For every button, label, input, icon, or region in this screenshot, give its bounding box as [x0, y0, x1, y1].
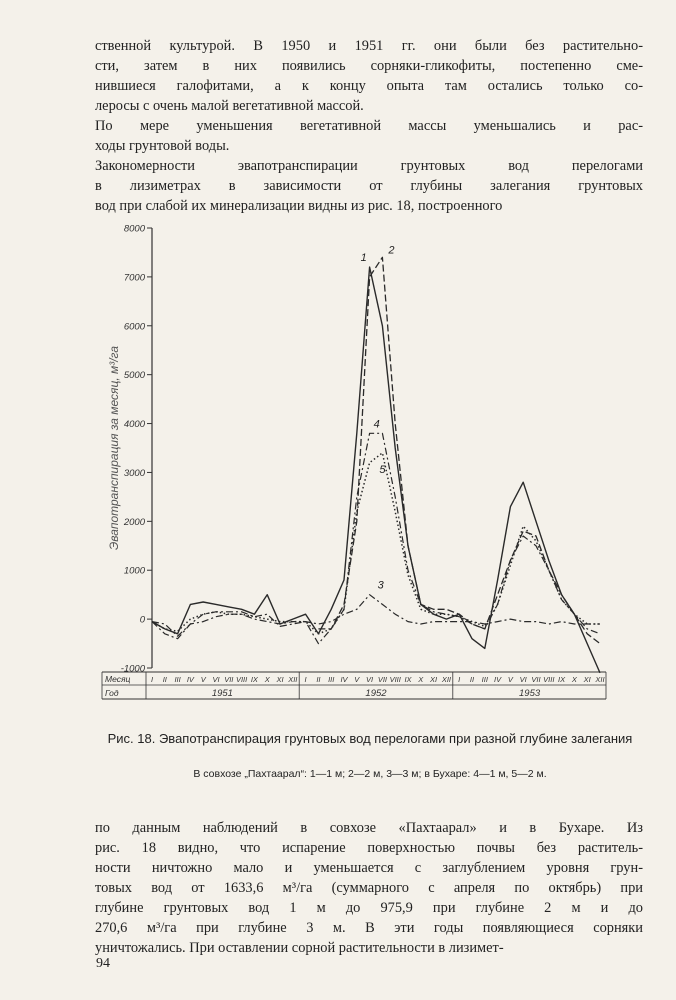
month-tick-label: V: [354, 675, 360, 684]
month-tick-label: VI: [519, 675, 527, 684]
month-tick-label: V: [200, 675, 206, 684]
month-tick-label: I: [458, 675, 461, 684]
year-label: 1952: [365, 688, 387, 699]
text-line: вод при слабой их минерализации видны из рис. 18, построенного: [95, 198, 503, 214]
month-tick-label: IV: [494, 675, 502, 684]
y-tick-label: 0: [139, 614, 145, 626]
text-line: нившиеся галофитами, а к концу опыта там остались только со-: [95, 78, 643, 94]
month-tick-label: X: [264, 675, 270, 684]
y-tick-label: -1000: [120, 663, 145, 675]
month-tick-label: XII: [288, 675, 298, 684]
month-tick-label: VI: [366, 675, 374, 684]
y-tick-label: 7000: [123, 272, 145, 284]
month-tick-label: VIII: [389, 675, 401, 684]
table-header-label: Год: [105, 688, 119, 698]
text-line: глубине грунтовых вод 1 м до 975,9 при глубине 2 м и до: [95, 900, 643, 916]
text-line: ности ничтожно мало и уменьшается с заглублением уровня грун-: [95, 860, 643, 876]
month-tick-label: II: [316, 675, 321, 684]
y-tick-label: 8000: [123, 223, 145, 235]
y-tick-label: 3000: [123, 467, 145, 479]
text-line: 270,6 м³/га при глубине 3 м. В эти годы появляющиеся сорняки: [95, 920, 643, 936]
series-line-4: [152, 433, 600, 643]
month-tick-label: XII: [595, 675, 605, 684]
month-tick-label: XII: [441, 675, 451, 684]
curve-label-4: 4: [373, 418, 380, 431]
month-tick-label: VI: [212, 675, 220, 684]
series-line-5: [152, 453, 600, 634]
figure-caption-note: В совхозе „Пахтаарал“: 1—1 м; 2—2 м, 3—3 м; в Бухаре: 4—1 м, 5—2 м.: [193, 768, 547, 780]
curve-label-2: 2: [388, 244, 395, 257]
text-line: ходы грунтовой воды.: [95, 138, 230, 154]
month-tick-label: VII: [224, 675, 234, 684]
month-tick-label: X: [571, 675, 577, 684]
month-tick-label: X: [418, 675, 424, 684]
paragraph-1: [95, 36, 643, 116]
text-line: леросы с очень малой вегетативной массой.: [95, 98, 364, 114]
month-tick-label: V: [507, 675, 513, 684]
curve-label-5: 5: [379, 463, 386, 476]
y-tick-label: 2000: [123, 516, 145, 528]
month-tick-label: IX: [558, 675, 566, 684]
text-line: рис. 18 видно, что испарение поверхностью почвы без раститель-: [95, 840, 643, 856]
paragraph-2: [95, 116, 643, 156]
series-line-1: [152, 267, 600, 673]
month-tick-label: III: [328, 675, 335, 684]
month-tick-label: I: [150, 675, 154, 684]
month-tick-label: VII: [377, 675, 387, 684]
y-tick-label: 5000: [123, 370, 145, 382]
month-tick-label: I: [304, 675, 307, 684]
page-number: 94: [96, 956, 110, 971]
month-tick-label: VIII: [543, 675, 555, 684]
year-label: 1953: [519, 688, 541, 699]
month-tick-label: III: [174, 675, 181, 684]
text-line: товых вод от 1633,6 м³/га (суммарного с апреля по октябрь) при: [95, 880, 643, 896]
y-tick-label: 4000: [123, 419, 145, 431]
curve-label-3: 3: [377, 579, 384, 592]
month-tick-label: IX: [404, 675, 412, 684]
month-tick-label: IV: [186, 675, 194, 684]
month-tick-label: VII: [531, 675, 541, 684]
text-line: ственной культурой. В 1950 и 1951 гг. они были без растительно-: [95, 38, 643, 54]
month-tick-label: IV: [340, 675, 348, 684]
text-line: по данным наблюдений в совхозе «Пахтаарал» и в Бухаре. Из: [95, 820, 643, 836]
paragraph-4: [95, 818, 643, 958]
text-line: сти, затем в них появились сорняки-гликофиты, постепенно сме-: [95, 58, 643, 74]
month-tick-label: II: [469, 675, 475, 684]
month-tick-label: III: [481, 675, 488, 684]
text-line: уничтожались. При оставлении сорной растительности в лизимет-: [95, 940, 504, 956]
y-tick-label: 1000: [123, 565, 145, 577]
month-tick-label: XI: [430, 675, 438, 684]
evapotranspiration-chart: [100, 218, 620, 718]
month-tick-label: XI: [276, 675, 284, 684]
y-axis-label: Эвапотранспирация за месяц, м³/га: [107, 345, 121, 551]
text-line: Закономерности эвапотранспирации грунтовых вод перелогами: [95, 158, 643, 174]
curve-label-1: 1: [360, 252, 367, 265]
year-label: 1951: [211, 688, 233, 699]
month-tick-label: II: [162, 675, 167, 684]
figure-caption: Рис. 18. Эвапотранспирация грунтовых вод перелогами при разной глубине залегания: [107, 731, 633, 746]
paragraph-3: [95, 156, 643, 216]
month-tick-label: VIII: [235, 675, 248, 684]
month-tick-label: IX: [250, 675, 258, 684]
y-tick-label: 6000: [123, 321, 145, 333]
series-line-3: [152, 595, 600, 637]
text-line: По мере уменьшения вегетативной массы уменьшались и рас-: [95, 118, 643, 134]
table-header-label: Месяц: [105, 674, 131, 684]
text-line: в лизиметрах в зависимости от глубины залегания грунтовых: [95, 178, 643, 194]
month-tick-label: XI: [583, 675, 591, 684]
